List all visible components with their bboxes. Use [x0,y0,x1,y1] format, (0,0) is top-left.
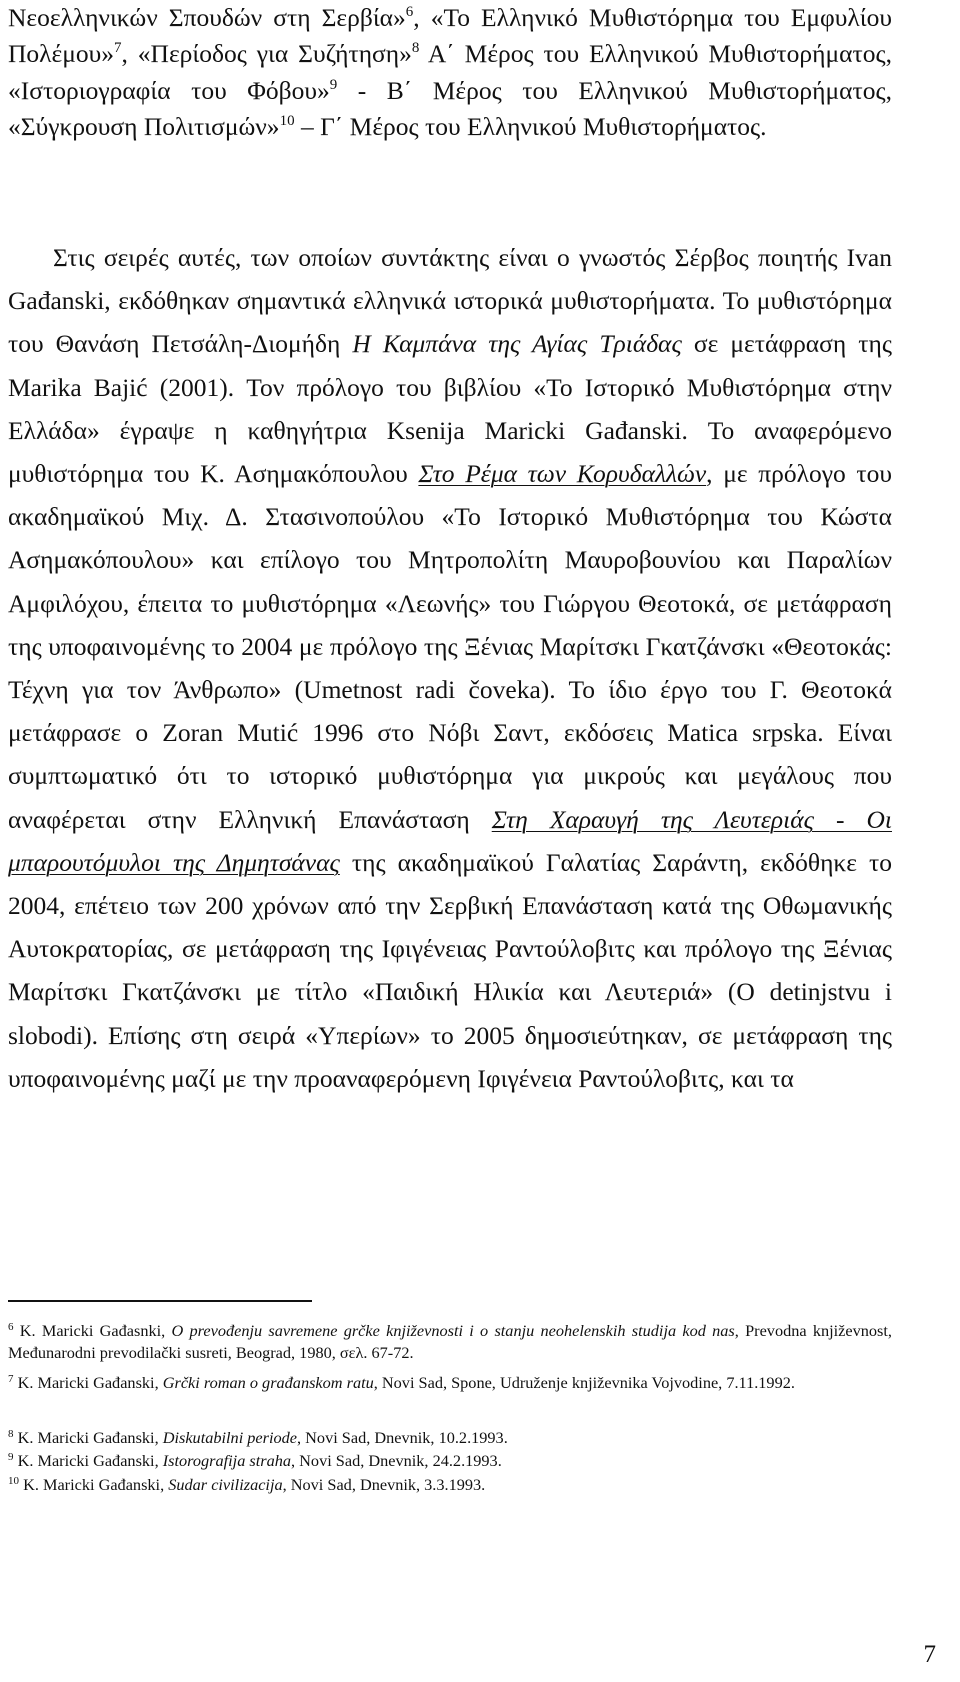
text-run: – Γ΄ Μέρος του Ελληνικού Μυθιστορήματος. [294,111,767,141]
footnote-ref-10[interactable]: 10 [279,112,295,129]
footnote-number: 7 [8,1373,14,1385]
footnote-9 [8,1450,892,1472]
footnote-separator [8,1300,312,1302]
footnote-title: Istorografija straha [162,1451,292,1470]
paragraph-2 [8,236,892,1100]
text-run: σε μετάφραση της Marika Bajić (2001). Τον πρόλογο του βιβλίου «Το Ιστορικό Μυθιστόρημα στην Ελλάδα» έγραψε η καθηγήτρια Ksenija Maricki Gađanski. Το αναφερόμενο μυθιστόρημα του Κ. Ασημακόπουλου [8,329,892,489]
book-title-italic-underlined: Στη Χαραυγή της Λευτεριάς - Οι μπαρουτόμυλοι της Δημητσάνας [8,804,892,877]
footnote-text: , Novi Sad, Spone, Udruženje književnika Vojvodine, 7.11.1992. [373,1373,795,1392]
footnote-8 [8,1427,892,1449]
footnote-title: Sudar civilizacija [168,1475,283,1494]
footnote-text: K. Maricki Gađanski, [13,1373,163,1392]
footnote-number: 10 [8,1475,19,1487]
footnote-text: , Novi Sad, Dnevnik, 10.2.1993. [297,1428,508,1447]
footnote-title: Grčki roman o građanskom ratu [162,1373,374,1392]
footnote-text: K. Maricki Gađasnki, [13,1321,172,1340]
paragraph-1 [8,0,892,145]
text-run: , με πρόλογο του ακαδημαϊκού Μιχ. Δ. Στασινοπούλου «Το Ιστορικό Μυθιστόρημα του Κώστα Ασημακόπουλου» και επίλογο του Μητροπολίτη Μαυροβουνίου και Παραλίων Αμφιλόχου, έπειτα το μυθιστόρημα «Λεωνής» του Γιώργου Θεοτοκά, σε μετάφραση της υποφαινομένης το 2004 με πρόλογο της Ξένιας Μαρίτσκι Γκατζάνσκι «Θεοτοκάς: Τέχνη για τον Άνθρωπο» (Umetnost radi čoveka). Το ίδιο έργο του Γ. Θεοτοκά μετάφρασε ο Zoran Mutić 1996 στο Νόβι Σαντ, εκδόσεις Matica srpska. Είναι συμπτωματικό ότι το ιστορικό μυθιστόρημα για μικρούς και μεγάλους που αναφέρεται στην Ελληνική Επανάσταση [8,459,892,834]
footnote-number: 9 [8,1451,14,1463]
footnote-ref-7[interactable]: 7 [114,40,122,57]
footnote-6 [8,1320,892,1364]
footnote-text: K. Maricki Gađanski, [13,1451,163,1470]
page-number: 7 [923,1641,936,1668]
footnote-text: K. Maricki Gađanski, [13,1428,163,1447]
footnote-ref-8[interactable]: 8 [411,40,420,57]
footnote-text: K. Maricki Gađanski, [19,1475,169,1494]
text-run: Στις σειρές αυτές, των οποίων συντάκτης είναι ο γνωστός Σέρβος ποιητής Ivan Gađanski, εκδόθηκαν σημαντικά ελληνικά ιστορικά μυθιστορήματα. Το μυθιστόρημα του Θανάση Πετσάλη-Διομήδη [8,243,892,359]
footnote-number: 8 [8,1428,14,1440]
footnote-title: Diskutabilni periode [162,1428,298,1447]
footnote-text: , Novi Sad, Dnevnik, 3.3.1993. [282,1475,486,1494]
text-run: - Β΄ Μέρος του Ελληνικού Μυθιστορήματος, «Σύγκρουση Πολιτισμών» [8,75,892,141]
text-run: της ακαδημαϊκού Γαλατίας Σαράντη, εκδόθηκε το 2004, επέτειο των 200 χρόνων από την Σερβική Επανάσταση κατά της Οθωμανικής Αυτοκρατορίας, σε μετάφραση της Ιφιγένειας Ραντούλοβιτς και πρόλογο της Ξένιας Μαρίτσκι Γκατζάνσκι με τίτλο «Παιδική Ηλικία και Λευτεριά» (O detinjstvu i slobodi). Επίσης στη σειρά «Υπερίων» το 2005 δημοσιεύτηκαν, σε μετάφραση της υποφαινομένης μαζί με την προαναφερόμενη Ιφιγένεια Ραντούλοβιτς, και τα [8,847,892,1093]
footnote-text: , Novi Sad, Dnevnik, 24.2.1993. [291,1451,502,1470]
footnote-text: , Prevodna književnost, Međunarodni prevodilački susreti, Beograd, 1980, σελ. 67-72. [8,1321,892,1363]
text-run: Νεοελληνικών Σπουδών στη Σερβία» [8,3,406,32]
footnote-10 [8,1474,892,1496]
book-title-italic-underlined: Στο Ρέμα των Κορυδαλλών [418,459,707,489]
footnote-title: O prevođenju savremene grčke književnosti i o stanju neohelenskih studija kod nas [171,1321,735,1340]
footnote-number: 6 [8,1321,14,1333]
book-title-italic: Η Καμπάνα της Αγίας Τριάδας [352,329,682,359]
footnote-7 [8,1372,892,1394]
text-run: Α΄ Μέρος του Ελληνικού Μυθιστορήματος, «Ιστοριογραφία του Φόβου» [8,39,892,105]
text-run: , «Το Ελληνικό Μυθιστόρημα του Εμφυλίου Πολέμου» [8,3,892,69]
footnote-ref-9[interactable]: 9 [329,76,338,93]
text-run: , «Περίοδος για Συζήτηση» [121,39,412,69]
footnote-ref-6[interactable]: 6 [405,4,414,20]
